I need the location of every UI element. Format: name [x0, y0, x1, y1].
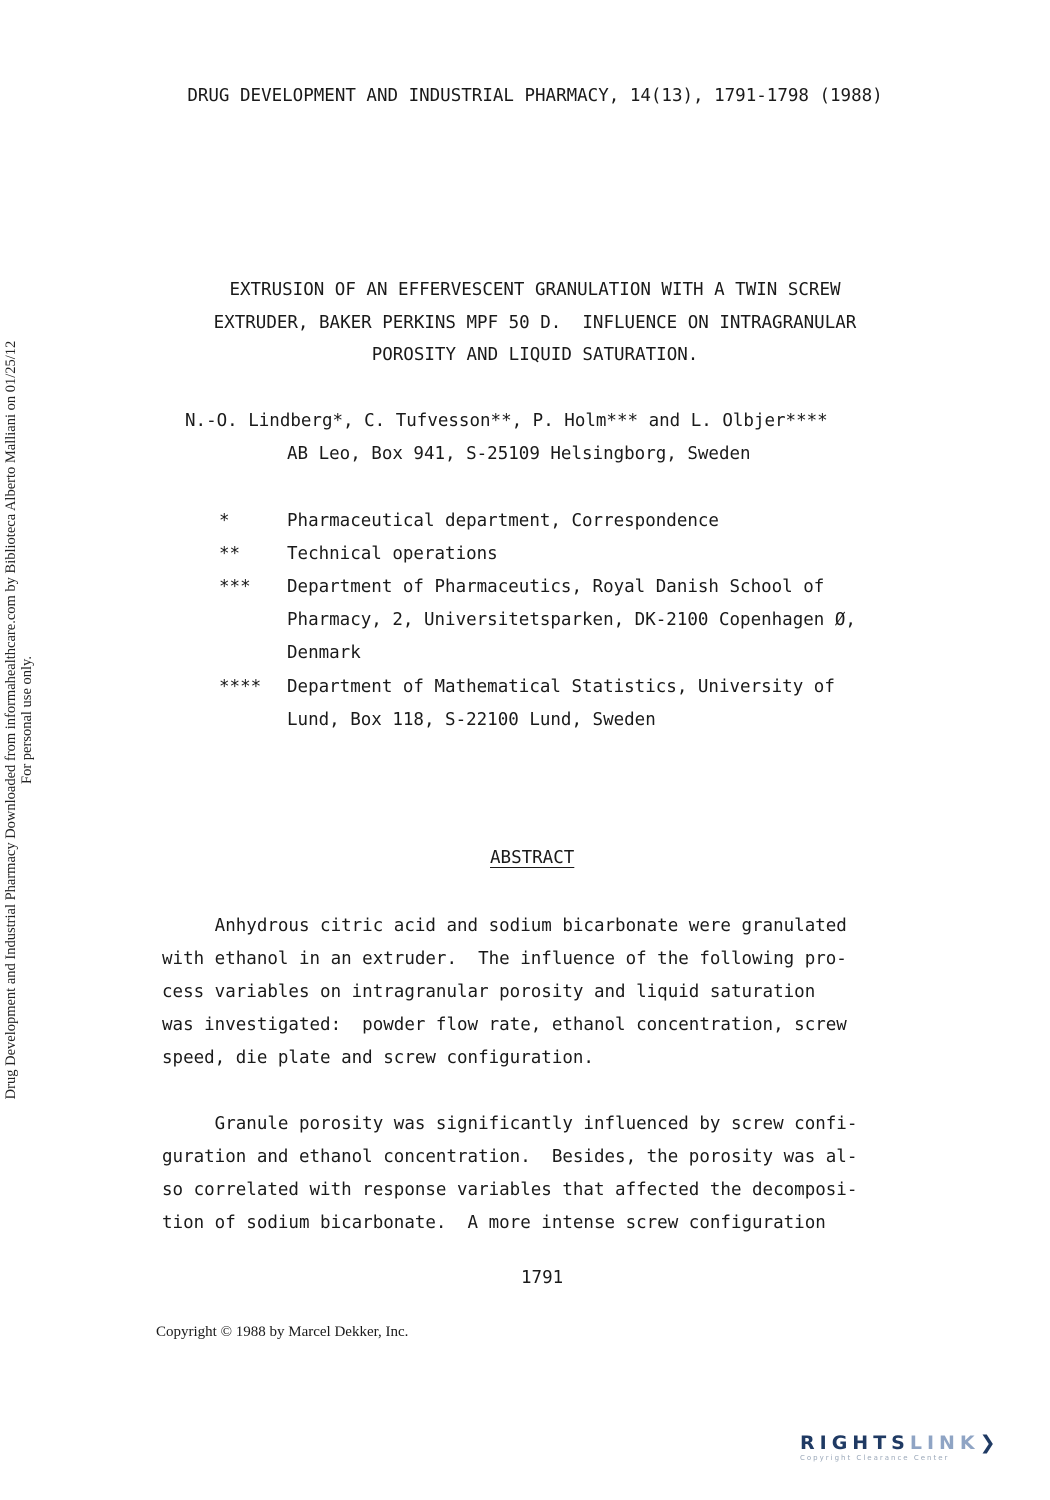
- arrow-icon: ❯: [979, 1432, 1001, 1454]
- abstract-line: Granule porosity was significantly influenced by screw confi-: [162, 1114, 858, 1134]
- affiliation-text: Department of Pharmaceutics, Royal Danish School of: [287, 577, 825, 597]
- affiliation-mark: ****: [219, 677, 262, 697]
- abstract-line: cess variables on intragranular porosity and liquid saturation: [162, 982, 816, 1002]
- rightslink-logo-text: [800, 1432, 1035, 1454]
- abstract-line: Anhydrous citric acid and sodium bicarbonate were granulated: [162, 916, 847, 936]
- affiliation-text: Pharmacy, 2, Universitetsparken, DK-2100 Copenhagen Ø,: [287, 610, 856, 630]
- title-line-1: EXTRUSION OF AN EFFERVESCENT GRANULATION WITH A TWIN SCREW: [229, 280, 841, 300]
- title-line-3: POROSITY AND LIQUID SATURATION.: [371, 345, 699, 365]
- abstract-line: tion of sodium bicarbonate. A more intense screw configuration: [162, 1213, 826, 1233]
- rightslink-logo-subtitle: Copyright Clearance Center: [800, 1454, 950, 1462]
- page-number: 1791: [521, 1268, 564, 1288]
- abstract-line: with ethanol in an extruder. The influence of the following pro-: [162, 949, 847, 969]
- rightslink-logo: [800, 1432, 1035, 1472]
- author-address: AB Leo, Box 941, S-25109 Helsingborg, Sweden: [287, 444, 751, 464]
- author-list: N.-O. Lindberg*, C. Tufvesson**, P. Holm*** and L. Olbjer****: [185, 411, 828, 431]
- abstract-heading: ABSTRACT: [490, 848, 575, 868]
- rightslink-logo-light: LINK: [909, 1432, 980, 1454]
- abstract-line: guration and ethanol concentration. Besides, the porosity was al-: [162, 1147, 858, 1167]
- abstract-line: so correlated with response variables that affected the decomposi-: [162, 1180, 858, 1200]
- abstract-line: was investigated: powder flow rate, ethanol concentration, screw: [162, 1015, 847, 1035]
- copyright-notice: Copyright © 1988 by Marcel Dekker, Inc.: [156, 1324, 409, 1340]
- affiliation-mark: *: [219, 511, 230, 531]
- affiliation-mark: **: [219, 544, 241, 564]
- affiliation-text: Pharmaceutical department, Correspondence: [287, 511, 719, 531]
- affiliation-text: Lund, Box 118, S-22100 Lund, Sweden: [287, 710, 656, 730]
- journal-header: DRUG DEVELOPMENT AND INDUSTRIAL PHARMACY, 14(13), 1791-1798 (1988): [187, 86, 883, 106]
- abstract-line: speed, die plate and screw configuration.: [162, 1048, 594, 1068]
- affiliation-text: Department of Mathematical Statistics, University of: [287, 677, 835, 697]
- title-line-2: EXTRUDER, BAKER PERKINS MPF 50 D. INFLUENCE ON INTRAGRANULAR: [213, 313, 857, 333]
- download-notice-line1: Drug Development and Industrial Pharmacy Downloaded from informahealthcare.com by Biblioteca Alberto Malliani on 01/25/12: [3, 340, 19, 1100]
- rightslink-logo-dark: RIGHTS: [800, 1432, 910, 1454]
- download-notice: [3, 270, 35, 1170]
- download-notice-line2: For personal use only.: [19, 656, 35, 784]
- affiliation-mark: ***: [219, 577, 251, 597]
- affiliation-text: Technical operations: [287, 544, 498, 564]
- affiliation-text: Denmark: [287, 643, 361, 663]
